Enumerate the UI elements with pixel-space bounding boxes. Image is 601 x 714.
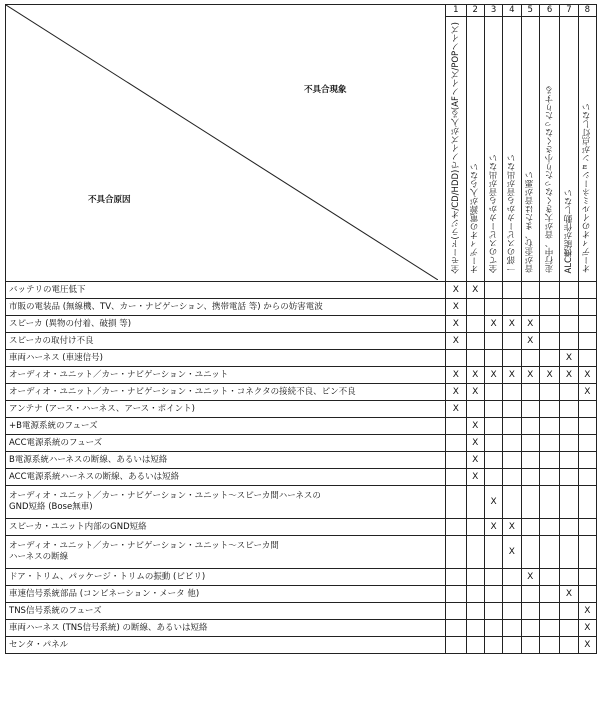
- mark-cell: [446, 569, 466, 586]
- mark-cell: [539, 282, 559, 299]
- mark-cell: [484, 536, 502, 569]
- table-row: [6, 536, 597, 569]
- mark-cell: [578, 333, 596, 350]
- table-row: [6, 486, 597, 519]
- cause-cell: オーディオ・ユニット／カー・ナビゲーション・ユニット・コネクタの接続不良、ピン不良: [6, 384, 446, 401]
- cause-rows: [6, 282, 597, 654]
- symptom-number: 1: [446, 5, 466, 17]
- mark-cell: [484, 350, 502, 367]
- symptom-label: 全モード(ラジオ/CD/HDD)でノイズが入る(AFノイズ/POPノイズ): [450, 22, 461, 274]
- cause-cell: ACC電源系統のフューズ: [6, 435, 446, 452]
- mark-cell: X: [484, 519, 502, 536]
- mark-cell: [539, 486, 559, 519]
- mark-cell: X: [446, 316, 466, 333]
- mark-cell: X: [503, 367, 521, 384]
- mark-cell: [466, 519, 484, 536]
- mark-cell: [560, 637, 578, 654]
- mark-cell: [560, 401, 578, 418]
- mark-cell: [539, 603, 559, 620]
- table-row: [6, 401, 597, 418]
- table-row: [6, 569, 597, 586]
- mark-cell: X: [466, 452, 484, 469]
- cause-cell: センタ・パネル: [6, 637, 446, 654]
- cause-cell: オーディオ・ユニット／カー・ナビゲーション・ユニット～スピーカ間ハーネスの GND短絡 (Bose無車): [6, 486, 446, 519]
- mark-cell: [521, 586, 539, 603]
- mark-cell: X: [446, 384, 466, 401]
- symptom-number-row: [6, 5, 597, 17]
- mark-cell: [539, 299, 559, 316]
- cause-cell: 車両ハーネス (車速信号): [6, 350, 446, 367]
- mark-cell: [521, 401, 539, 418]
- symptom-label-cell: [484, 17, 502, 282]
- mark-cell: X: [484, 316, 502, 333]
- mark-cell: X: [578, 620, 596, 637]
- mark-cell: [521, 637, 539, 654]
- mark-cell: [466, 350, 484, 367]
- cause-cell: オーディオ・ユニット／カー・ナビゲーション・ユニット: [6, 367, 446, 384]
- symptom-label: 全てのスピーカから音が出ない: [488, 154, 499, 274]
- mark-cell: X: [578, 367, 596, 384]
- mark-cell: [503, 452, 521, 469]
- mark-cell: X: [539, 367, 559, 384]
- mark-cell: [560, 384, 578, 401]
- mark-cell: X: [484, 367, 502, 384]
- cause-cell: スピーカ (異物の付着、破損 等): [6, 316, 446, 333]
- cause-cell: バッテリの電圧低下: [6, 282, 446, 299]
- mark-cell: [503, 384, 521, 401]
- symptom-number: 5: [521, 5, 539, 17]
- mark-cell: [539, 333, 559, 350]
- table-row: [6, 384, 597, 401]
- table-row: [6, 637, 597, 654]
- mark-cell: X: [466, 469, 484, 486]
- mark-cell: [521, 519, 539, 536]
- phenomenon-title: 不具合現象: [304, 85, 347, 95]
- mark-cell: [446, 603, 466, 620]
- table-row: [6, 469, 597, 486]
- mark-cell: [446, 637, 466, 654]
- diagonal-line: [6, 5, 438, 280]
- mark-cell: [484, 401, 502, 418]
- mark-cell: X: [521, 333, 539, 350]
- table-row: [6, 367, 597, 384]
- mark-cell: [521, 418, 539, 435]
- symptom-label-cell: [503, 17, 521, 282]
- mark-cell: [521, 384, 539, 401]
- table-row: [6, 452, 597, 469]
- table-row: [6, 435, 597, 452]
- mark-cell: [503, 569, 521, 586]
- symptom-number: 6: [539, 5, 559, 17]
- table-row: [6, 316, 597, 333]
- mark-cell: [503, 603, 521, 620]
- mark-cell: X: [521, 367, 539, 384]
- table-row: [6, 350, 597, 367]
- mark-cell: X: [446, 401, 466, 418]
- mark-cell: [539, 384, 559, 401]
- mark-cell: [539, 452, 559, 469]
- mark-cell: [484, 569, 502, 586]
- symptom-number: 2: [466, 5, 484, 17]
- cause-cell: 車両ハーネス (TNS信号系統) の断線、あるいは短絡: [6, 620, 446, 637]
- mark-cell: X: [578, 637, 596, 654]
- mark-cell: [578, 569, 596, 586]
- mark-cell: X: [503, 316, 521, 333]
- mark-cell: [484, 637, 502, 654]
- table-row: [6, 299, 597, 316]
- mark-cell: [503, 435, 521, 452]
- mark-cell: [539, 401, 559, 418]
- mark-cell: [446, 435, 466, 452]
- mark-cell: [521, 620, 539, 637]
- mark-cell: [578, 350, 596, 367]
- cause-cell: B電源系統ハーネスの断線、あるいは短絡: [6, 452, 446, 469]
- cause-cell: 車速信号系統部品 (コンビネーション・メータ 他): [6, 586, 446, 603]
- mark-cell: [539, 569, 559, 586]
- mark-cell: [484, 418, 502, 435]
- mark-cell: [484, 435, 502, 452]
- mark-cell: [539, 418, 559, 435]
- mark-cell: [560, 519, 578, 536]
- mark-cell: [578, 316, 596, 333]
- mark-cell: [578, 519, 596, 536]
- mark-cell: X: [560, 367, 578, 384]
- mark-cell: [578, 299, 596, 316]
- mark-cell: [521, 452, 539, 469]
- mark-cell: [560, 603, 578, 620]
- mark-cell: [484, 586, 502, 603]
- mark-cell: [503, 620, 521, 637]
- mark-cell: [560, 299, 578, 316]
- mark-cell: [503, 299, 521, 316]
- symptom-label: 音が歪む、または音が悪い: [525, 171, 536, 274]
- mark-cell: X: [560, 586, 578, 603]
- cause-cell: TNS信号系統のフューズ: [6, 603, 446, 620]
- troubleshooting-matrix: [5, 4, 597, 654]
- mark-cell: [484, 299, 502, 316]
- symptom-label: オーディオの電源が入らない: [470, 162, 481, 274]
- mark-cell: X: [521, 316, 539, 333]
- mark-cell: [578, 469, 596, 486]
- cause-cell: ドア・トリム、パッケージ・トリムの振動 (ビビリ): [6, 569, 446, 586]
- mark-cell: [521, 282, 539, 299]
- mark-cell: [466, 620, 484, 637]
- symptom-number: 8: [578, 5, 596, 17]
- mark-cell: X: [521, 569, 539, 586]
- mark-cell: [503, 333, 521, 350]
- mark-cell: [521, 299, 539, 316]
- mark-cell: [503, 486, 521, 519]
- mark-cell: [539, 350, 559, 367]
- mark-cell: [466, 603, 484, 620]
- cause-cell: 市販の電装品 (無線機、TV、カー・ナビゲーション、携帯電話 等) からの妨害電波: [6, 299, 446, 316]
- mark-cell: [521, 435, 539, 452]
- mark-cell: [521, 603, 539, 620]
- mark-cell: [484, 282, 502, 299]
- cause-cell: スピーカの取付け不良: [6, 333, 446, 350]
- symptom-label-cell: [446, 17, 466, 282]
- table-row: [6, 620, 597, 637]
- mark-cell: [539, 316, 559, 333]
- symptom-label-cell: [466, 17, 484, 282]
- mark-cell: [503, 350, 521, 367]
- mark-cell: [446, 519, 466, 536]
- cause-cell: アンテナ (アース・ハーネス、アース・ポイント): [6, 401, 446, 418]
- mark-cell: X: [578, 603, 596, 620]
- cause-cell: +B電源系統のフューズ: [6, 418, 446, 435]
- mark-cell: X: [466, 418, 484, 435]
- mark-cell: [560, 469, 578, 486]
- table-row: [6, 418, 597, 435]
- mark-cell: X: [560, 350, 578, 367]
- mark-cell: [446, 418, 466, 435]
- mark-cell: [446, 620, 466, 637]
- mark-cell: [539, 637, 559, 654]
- mark-cell: [578, 452, 596, 469]
- mark-cell: X: [466, 282, 484, 299]
- mark-cell: [466, 401, 484, 418]
- symptom-label: 一部のスピーカから音が出ない: [506, 154, 517, 274]
- mark-cell: X: [466, 384, 484, 401]
- mark-cell: [466, 536, 484, 569]
- symptom-number: 7: [560, 5, 578, 17]
- symptom-label: 走行中、音が大きくなったり小さくなったりする: [544, 86, 555, 274]
- mark-cell: [578, 486, 596, 519]
- table-row: [6, 586, 597, 603]
- mark-cell: [539, 620, 559, 637]
- mark-cell: [503, 282, 521, 299]
- cause-cell: スピーカ・ユニット内部のGND短絡: [6, 519, 446, 536]
- mark-cell: [578, 401, 596, 418]
- symptom-label-cell: [521, 17, 539, 282]
- mark-cell: X: [446, 282, 466, 299]
- symptom-label-cell: [560, 17, 578, 282]
- mark-cell: [503, 418, 521, 435]
- cause-title: 不具合原因: [88, 195, 131, 205]
- table-row: [6, 282, 597, 299]
- mark-cell: [466, 299, 484, 316]
- mark-cell: [503, 586, 521, 603]
- mark-cell: [539, 586, 559, 603]
- mark-cell: [539, 536, 559, 569]
- mark-cell: [446, 469, 466, 486]
- mark-cell: [466, 586, 484, 603]
- table-row: [6, 519, 597, 536]
- mark-cell: [560, 486, 578, 519]
- mark-cell: [521, 486, 539, 519]
- mark-cell: [446, 486, 466, 519]
- mark-cell: X: [446, 299, 466, 316]
- mark-cell: [446, 452, 466, 469]
- mark-cell: [521, 350, 539, 367]
- mark-cell: [484, 469, 502, 486]
- mark-cell: [503, 401, 521, 418]
- mark-cell: [446, 350, 466, 367]
- mark-cell: [466, 333, 484, 350]
- cause-cell: オーディオ・ユニット／カー・ナビゲーション・ユニット～スピーカ間 ハーネスの断線: [6, 536, 446, 569]
- symptom-label-cell: [578, 17, 596, 282]
- table-row: [6, 333, 597, 350]
- mark-cell: [446, 586, 466, 603]
- mark-cell: [578, 586, 596, 603]
- mark-cell: X: [466, 435, 484, 452]
- cause-cell: ACC電源系統ハーネスの断線、あるいは短絡: [6, 469, 446, 486]
- mark-cell: [484, 384, 502, 401]
- mark-cell: [560, 435, 578, 452]
- mark-cell: [521, 536, 539, 569]
- mark-cell: [578, 282, 596, 299]
- mark-cell: [560, 452, 578, 469]
- mark-cell: [560, 316, 578, 333]
- mark-cell: [466, 486, 484, 519]
- diagonal-header-cell: [6, 5, 446, 282]
- mark-cell: [560, 620, 578, 637]
- mark-cell: [539, 519, 559, 536]
- mark-cell: [560, 536, 578, 569]
- mark-cell: [521, 469, 539, 486]
- mark-cell: [484, 452, 502, 469]
- mark-cell: [539, 435, 559, 452]
- mark-cell: [560, 418, 578, 435]
- mark-cell: X: [446, 333, 466, 350]
- mark-cell: [578, 435, 596, 452]
- mark-cell: [484, 603, 502, 620]
- symptom-label-cell: [539, 17, 559, 282]
- symptom-label: オーディオのイルミネーションが点灯しない: [582, 103, 593, 274]
- mark-cell: X: [466, 367, 484, 384]
- symptom-number: 3: [484, 5, 502, 17]
- mark-cell: [560, 282, 578, 299]
- mark-cell: X: [484, 486, 502, 519]
- mark-cell: [446, 536, 466, 569]
- mark-cell: [503, 637, 521, 654]
- mark-cell: [484, 333, 502, 350]
- mark-cell: [466, 569, 484, 586]
- mark-cell: [539, 469, 559, 486]
- mark-cell: X: [503, 536, 521, 569]
- mark-cell: [578, 536, 596, 569]
- mark-cell: [503, 469, 521, 486]
- mark-cell: [560, 569, 578, 586]
- mark-cell: [484, 620, 502, 637]
- mark-cell: [560, 333, 578, 350]
- mark-cell: X: [503, 519, 521, 536]
- mark-cell: X: [446, 367, 466, 384]
- mark-cell: [466, 316, 484, 333]
- symptom-number: 4: [503, 5, 521, 17]
- symptom-label: ALC機能が作動しない: [563, 188, 574, 274]
- table-row: [6, 603, 597, 620]
- mark-cell: X: [578, 384, 596, 401]
- mark-cell: [578, 418, 596, 435]
- mark-cell: [466, 637, 484, 654]
